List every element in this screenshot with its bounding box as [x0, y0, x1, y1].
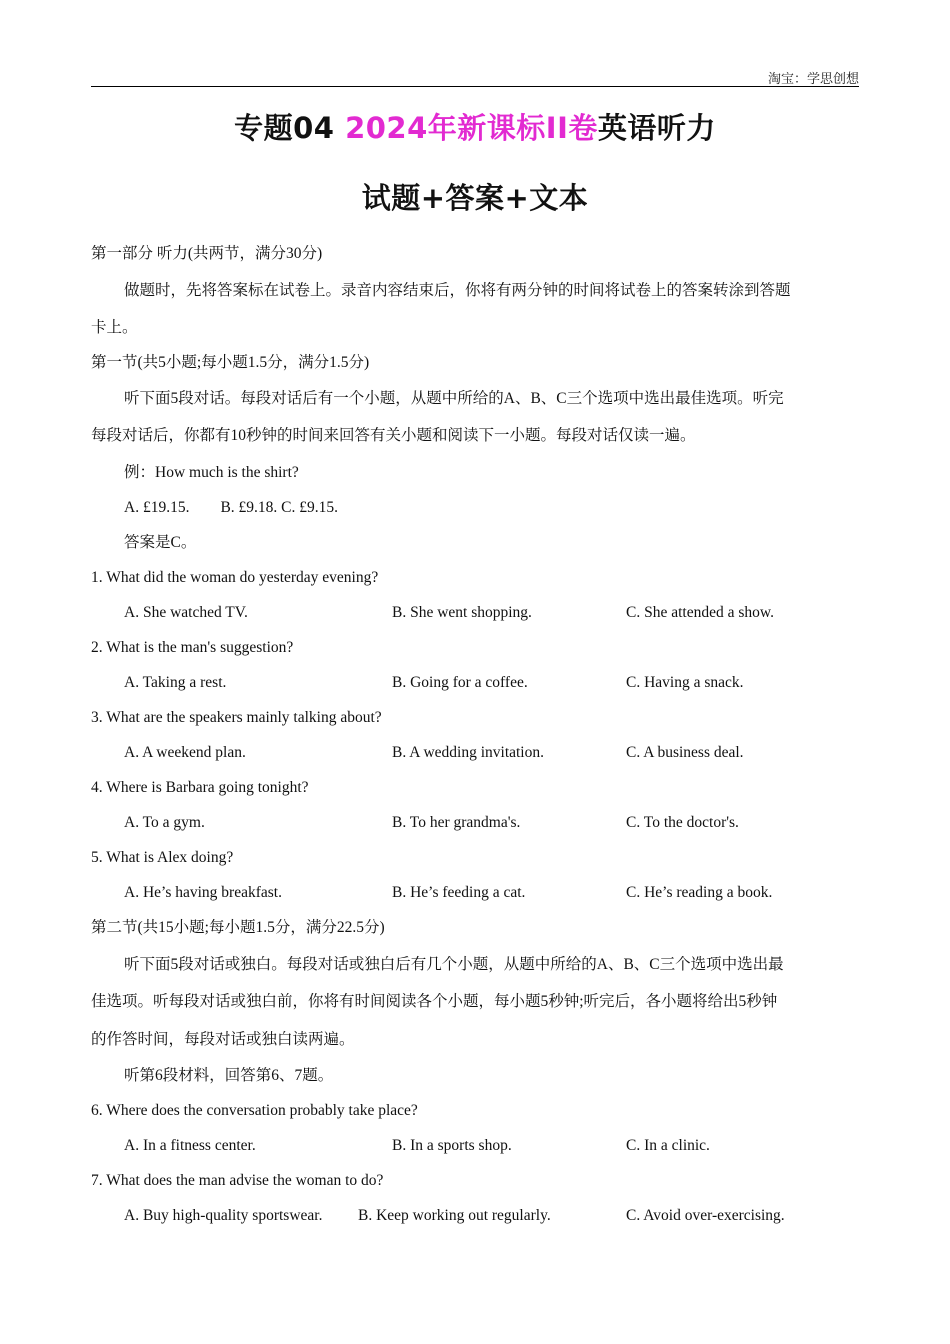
q4-option-b: B. To her grandma's.: [392, 814, 521, 831]
q2-option-c: C. Having a snack.: [626, 674, 744, 691]
q3-option-c: C. A business deal.: [626, 744, 744, 761]
question-6: 6. Where does the conversation probably take place?: [91, 1102, 418, 1119]
header-note: 淘宝：学思创想: [767, 71, 859, 86]
q7-option-c: C. Avoid over-exercising.: [626, 1207, 785, 1224]
section1-heading: 第一节(共5小题;每小题1.5分，满分1.5分): [91, 354, 370, 371]
q1-option-c: C. She attended a show.: [626, 604, 774, 621]
q3-option-a: A. A weekend plan.: [124, 744, 246, 761]
title-prefix: 专题04: [234, 111, 346, 145]
q2-option-b: B. Going for a coffee.: [392, 674, 528, 691]
q2-option-a: A. Taking a rest.: [124, 674, 227, 691]
q6-option-b: B. In a sports shop.: [392, 1137, 512, 1154]
example-answer: 答案是C。: [124, 534, 197, 551]
section2-instruction-line1: 听下面5段对话或独白。每段对话或独白后有几个小题，从题中所给的A、B、C三个选项中选出最: [124, 956, 784, 973]
q4-option-c: C. To the doctor's.: [626, 814, 739, 831]
section2-instruction-line2: 佳选项。听每段对话或独白前，你将有时间阅读各个小题，每小题5秒钟;听完后，各小题将给出5秒钟: [91, 993, 778, 1010]
part1-instruction-line1: 做题时，先将答案标在试卷上。录音内容结束后，你将有两分钟的时间将试卷上的答案转涂到答题: [124, 282, 791, 299]
q7-option-b: B. Keep working out regularly.: [358, 1207, 551, 1224]
example-options: A. £19.15. B. £9.18. C. £9.15.: [124, 499, 338, 516]
q5-option-b: B. He’s feeding a cat.: [392, 884, 526, 901]
title-highlight: 2024年新课标II卷: [345, 111, 598, 145]
question-3: 3. What are the speakers mainly talking about?: [91, 709, 382, 726]
material-note: 听第6段材料，回答第6、7题。: [124, 1067, 334, 1084]
part1-heading: 第一部分 听力(共两节，满分30分): [91, 245, 323, 262]
section1-instruction-line1: 听下面5段对话。每段对话后有一个小题，从题中所给的A、B、C三个选项中选出最佳选项。听完: [124, 390, 784, 407]
example-question: 例：How much is the shirt?: [124, 464, 299, 481]
q5-option-c: C. He’s reading a book.: [626, 884, 773, 901]
q7-option-a: A. Buy high-quality sportswear.: [124, 1207, 323, 1224]
header-rule: [91, 86, 859, 87]
question-5: 5. What is Alex doing?: [91, 849, 234, 866]
page-title: [0, 106, 950, 147]
page-subtitle: 试题+答案+文本: [361, 181, 589, 215]
question-2: 2. What is the man's suggestion?: [91, 639, 294, 656]
title-suffix: 英语听力: [597, 111, 716, 145]
q1-option-a: A. She watched TV.: [124, 604, 248, 621]
question-7: 7. What does the man advise the woman to do?: [91, 1172, 384, 1189]
q6-option-a: A. In a fitness center.: [124, 1137, 256, 1154]
part1-instruction-line2: 卡上。: [91, 319, 138, 336]
q5-option-a: A. He’s having breakfast.: [124, 884, 282, 901]
section1-instruction-line2: 每段对话后，你都有10秒钟的时间来回答有关小题和阅读下一小题。每段对话仅读一遍。: [91, 427, 696, 444]
q3-option-b: B. A wedding invitation.: [392, 744, 544, 761]
q6-option-c: C. In a clinic.: [626, 1137, 710, 1154]
question-4: 4. Where is Barbara going tonight?: [91, 779, 309, 796]
question-1: 1. What did the woman do yesterday evening?: [91, 569, 379, 586]
q1-option-b: B. She went shopping.: [392, 604, 532, 621]
section2-instruction-line3: 的作答时间，每段对话或独白读两遍。: [91, 1031, 355, 1048]
section2-heading: 第二节(共15小题;每小题1.5分，满分22.5分): [91, 919, 385, 936]
q4-option-a: A. To a gym.: [124, 814, 205, 831]
